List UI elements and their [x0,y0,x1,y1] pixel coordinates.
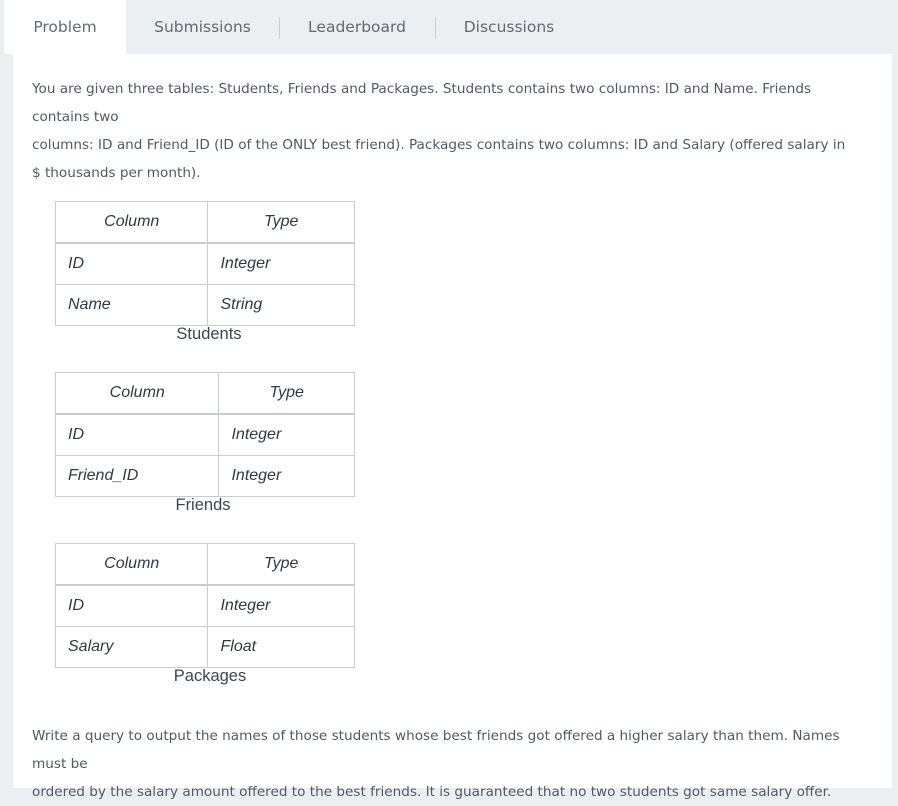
tab-leaderboard-label: Leaderboard [308,18,406,36]
tab-submissions-label: Submissions [154,18,251,36]
problem-intro [32,75,872,187]
column-header: Column [56,202,208,244]
students-schema-table [55,201,355,326]
type-cell: String [208,285,355,326]
column-cell: Name [56,285,208,326]
column-cell: Salary [56,627,208,668]
type-header: Type [208,202,355,244]
column-header: Column [56,544,208,586]
column-cell: ID [56,243,208,285]
problem-task [32,722,872,806]
table-row [56,585,355,627]
type-cell: Integer [219,456,355,497]
tab-divider [279,17,280,39]
tab-divider [435,17,436,39]
table-header-row [56,373,355,415]
type-cell: Integer [208,585,355,627]
tab-submissions[interactable] [140,0,265,54]
type-header: Type [208,544,355,586]
column-cell: Friend_ID [56,456,219,497]
intro-line: $ thousands per month). [32,165,201,181]
type-cell: Integer [208,243,355,285]
table-row [56,627,355,668]
column-header: Column [56,373,219,415]
type-cell: Float [208,627,355,668]
table-header-row [56,544,355,586]
intro-line: You are given three tables: Students, Friends and Packages. Students contains two columns: ID and Name. Friends contains two [32,81,812,125]
friends-caption: Friends [175,496,231,514]
tab-leaderboard[interactable] [294,0,420,54]
table-row [56,243,355,285]
table-row [56,414,355,456]
type-cell: Integer [219,414,355,456]
column-cell: ID [56,414,219,456]
tab-problem[interactable] [4,0,126,54]
table-row [56,456,355,497]
tab-discussions-label: Discussions [463,18,555,36]
students-caption: Students [176,325,242,343]
tab-bar [0,0,898,54]
tab-discussions[interactable] [450,0,568,54]
packages-caption: Packages [173,667,247,685]
packages-schema-table [55,543,355,668]
friends-schema-table [55,372,355,497]
task-line: ordered by the salary amount offered to the best friends. It is guaranteed that no two students got same salary offer. [32,784,832,800]
table-row [56,285,355,326]
type-header: Type [219,373,355,415]
intro-line: columns: ID and Friend_ID (ID of the ONLY best friend). Packages contains two columns: ID and Salary (offered salary in [32,137,846,153]
column-cell: ID [56,585,208,627]
task-line: Write a query to output the names of those students whose best friends got offered a higher salary than them. Names must be [32,728,840,772]
tab-problem-label: Problem [33,18,97,36]
table-header-row [56,202,355,244]
